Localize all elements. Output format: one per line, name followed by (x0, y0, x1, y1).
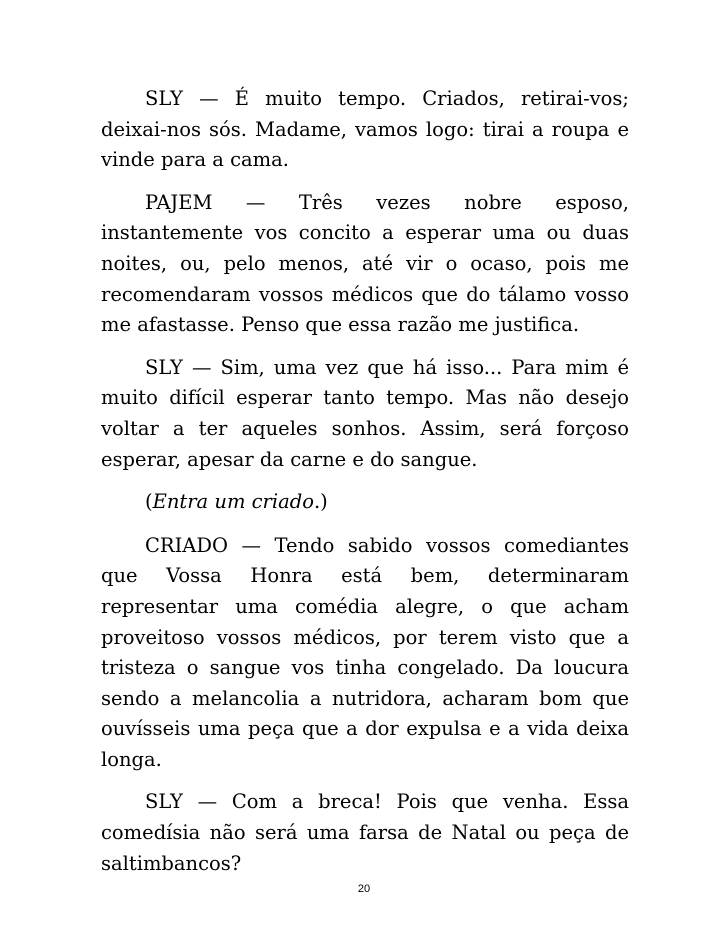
paragraph-sly-2: SLY — Sim, uma vez que há isso... Para mim é muito difícil esperar tanto tempo. Mas não desejo voltar a ter aqueles sonhos. Assim, será forçoso esperar, apesar da carne e do sangue. (101, 355, 629, 471)
page-number: 20 (357, 883, 371, 895)
document-body (101, 84, 629, 891)
paragraph-sly-3: SLY — Com a breca! Pois que venha. Essa comedísia não será uma farsa de Natal ou peça de saltimbancos? (101, 790, 629, 875)
stage-direction (101, 487, 629, 518)
stage-direction-close: .) (313, 490, 328, 514)
stage-direction-text: Entra um criado (152, 490, 314, 514)
paragraph-pajem: PAJEM — Três vezes nobre esposo, instantemente vos concito a esperar uma ou duas noites, ou, pelo menos, até vir o ocaso, pois me recomendaram vossos médicos que do tálamo vosso me afastasse. Penso que essa razão me justifica. (101, 190, 629, 337)
paragraph-sly-1: SLY — É muito tempo. Criados, retirai-vos; deixai-nos sós. Madame, vamos logo: tirai a roupa e vinde para a cama. (101, 87, 629, 172)
paragraph-criado: CRIADO — Tendo sabido vossos comediantes que Vossa Honra está bem, determinaram representar uma comédia alegre, o que acham proveitoso vossos médicos, por terem visto que a tristeza o sangue vos tinha congelado. Da loucura sendo a melancolia a nutridora, acharam bom que ouvísseis uma peça que a dor expulsa e a vida deixa longa. (101, 533, 629, 771)
stage-direction-open: ( (145, 490, 153, 514)
